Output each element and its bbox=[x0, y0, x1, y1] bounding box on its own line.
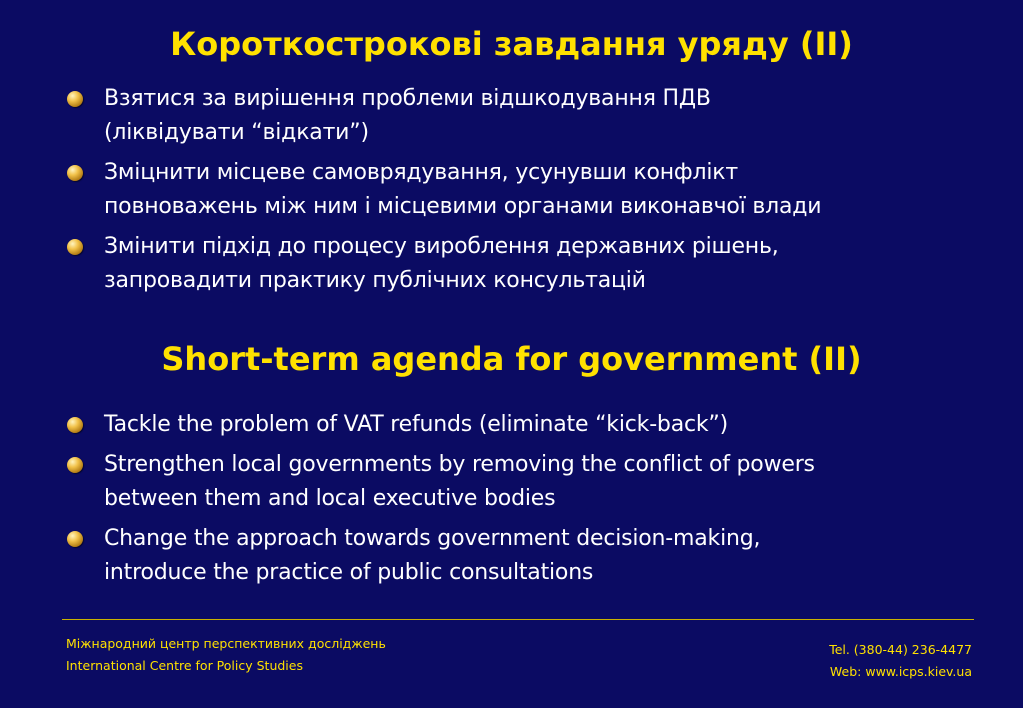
bullet-list-english bbox=[0, 408, 1000, 596]
list-item bbox=[0, 156, 1000, 224]
org-name-ukrainian: Міжнародний центр перспективних досліджень bbox=[66, 636, 386, 651]
list-item bbox=[0, 82, 1000, 150]
bullet-text-line: Взятися за вирішення проблеми відшкодування ПДВ bbox=[104, 86, 711, 111]
bullet-text-line: Change the approach towards government decision-making, bbox=[104, 526, 761, 551]
bullet-text-line: запровадити практику публічних консультацій bbox=[104, 268, 646, 293]
bullet-text-line: between them and local executive bodies bbox=[104, 486, 556, 511]
bullet-text-line: (ліквідувати “відкати”) bbox=[104, 120, 369, 145]
website[interactable]: Web: www.icps.kiev.ua bbox=[829, 664, 972, 679]
bullet-text-line: Strengthen local governments by removing the conflict of powers bbox=[104, 452, 815, 477]
bullet-icon bbox=[67, 531, 83, 547]
bullet-icon bbox=[67, 91, 83, 107]
bullet-text-line: Tackle the problem of VAT refunds (eliminate “kick-back”) bbox=[104, 412, 728, 437]
bullet-list-ukrainian bbox=[0, 82, 1000, 304]
telephone: Tel. (380-44) 236-4477 bbox=[829, 642, 972, 657]
bullet-text-line: повноважень між ним і місцевими органами виконавчої влади bbox=[104, 194, 822, 219]
bullet-icon bbox=[67, 165, 83, 181]
bullet-text-line: Зміцнити місцеве самоврядування, усунувши конфлікт bbox=[104, 160, 738, 185]
list-item bbox=[0, 522, 1000, 590]
list-item bbox=[0, 408, 1000, 442]
slide-title-english: Short-term agenda for government (II) bbox=[161, 340, 862, 378]
bullet-text-line: Змінити підхід до процесу вироблення державних рішень, bbox=[104, 234, 779, 259]
footer-contacts bbox=[829, 639, 972, 683]
org-name-english: International Centre for Policy Studies bbox=[66, 658, 303, 673]
list-item bbox=[0, 448, 1000, 516]
bullet-icon bbox=[67, 457, 83, 473]
footer-divider bbox=[62, 619, 974, 620]
bullet-text-line: introduce the practice of public consultations bbox=[104, 560, 594, 585]
list-item bbox=[0, 230, 1000, 298]
footer-organization bbox=[66, 633, 386, 677]
slide-title-ukrainian: Короткострокові завдання уряду (II) bbox=[170, 25, 853, 63]
bullet-icon bbox=[67, 239, 83, 255]
bullet-icon bbox=[67, 417, 83, 433]
